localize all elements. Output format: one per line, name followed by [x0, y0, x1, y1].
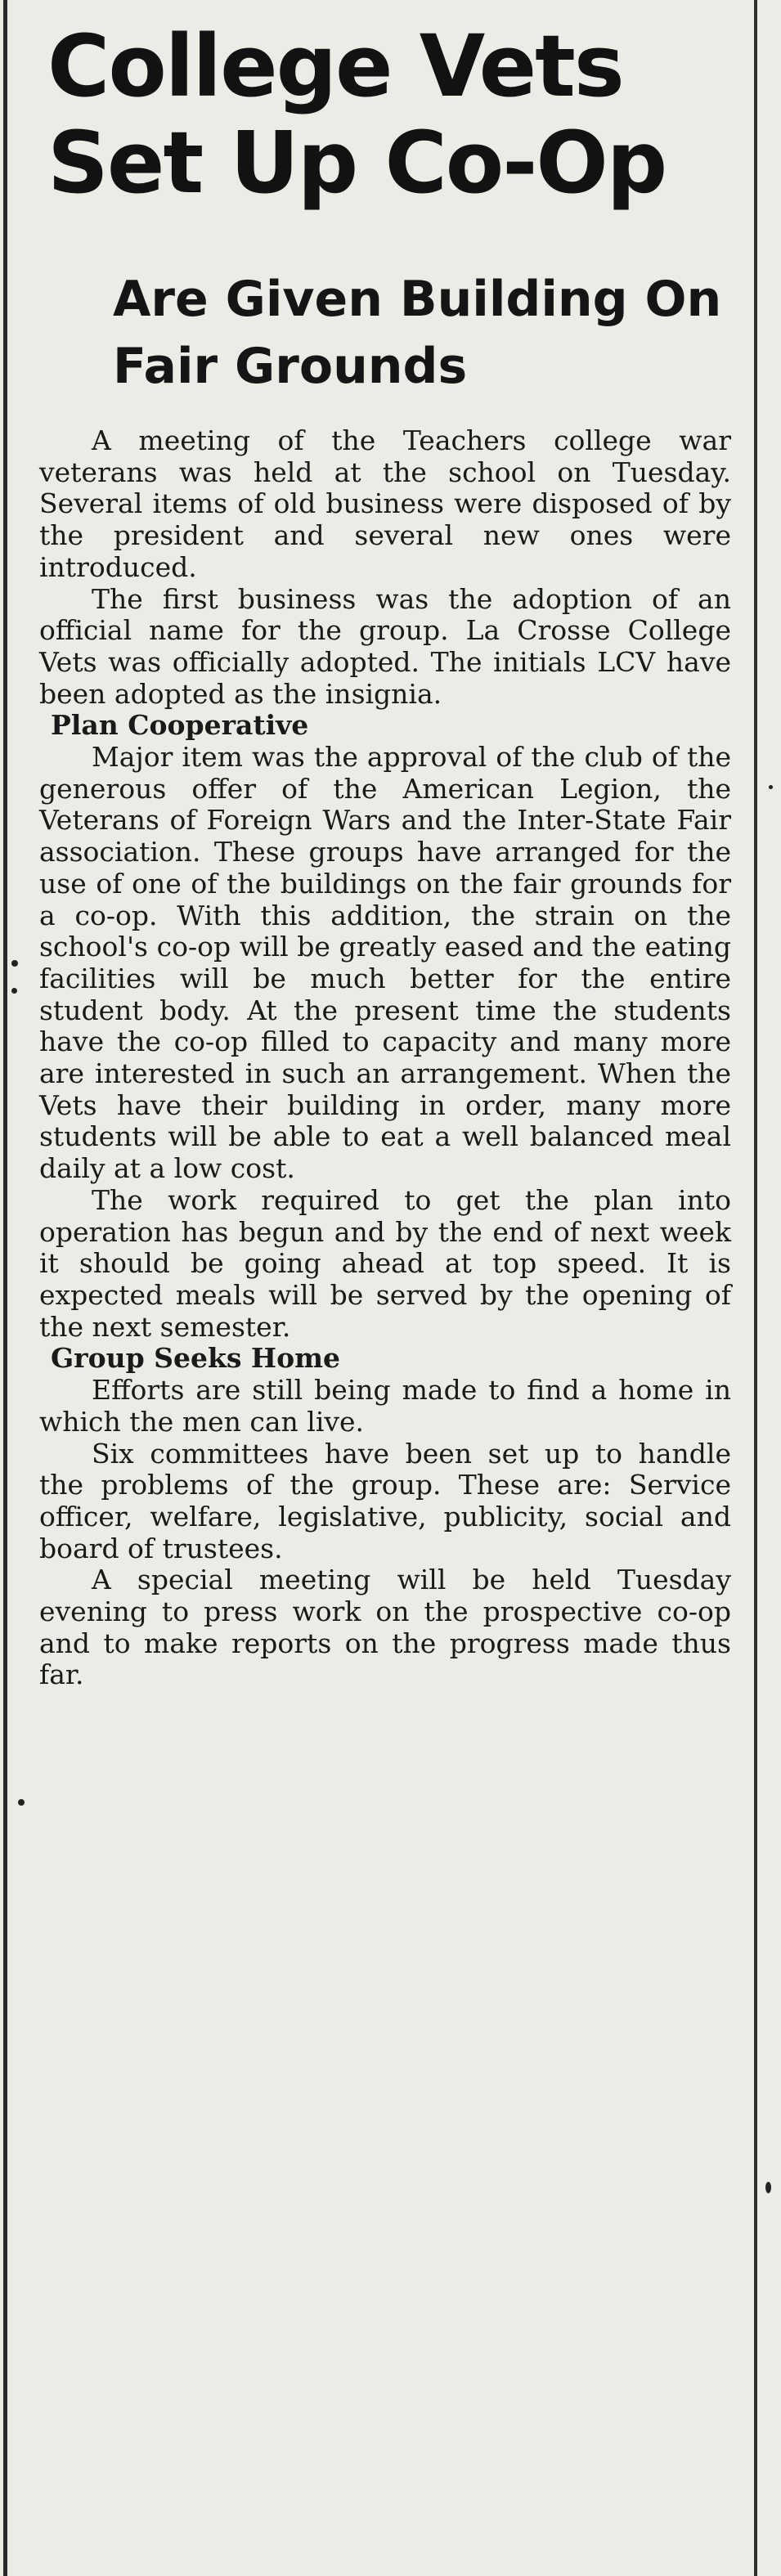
- print-speck: [769, 785, 773, 789]
- subheadline-deck: Are Given Building On Fair Grounds: [113, 271, 722, 395]
- print-speck: [11, 960, 18, 967]
- article-body: [39, 425, 731, 1691]
- paragraph: The first business was the adoption of an official name for the group. La Crosse College Vets was officially adopted. The initials LCV have been adopted as the insignia.: [39, 582, 731, 710]
- print-speck: [11, 988, 17, 994]
- section-subhead: Group Seeks Home: [51, 1342, 340, 1375]
- paragraph: Six committees have been set up to handle the problems of the group. These are: Service officer, welfare, legislative, publicity, social and board of trustees.: [39, 1437, 731, 1564]
- section-subhead: Plan Cooperative: [51, 709, 309, 742]
- print-speck: [18, 1799, 25, 1806]
- left-column-rule: [3, 0, 7, 2576]
- paragraph: Efforts are still being made to find a home in which the men can live.: [39, 1374, 731, 1438]
- paragraph: A special meeting will be held Tuesday evening to press work on the prospective co-op and to make reports on the progress made thus far.: [39, 1564, 731, 1691]
- print-speck: [765, 2182, 771, 2193]
- headline: College Vets Set Up Co-Op: [47, 16, 667, 213]
- right-column-rule: [754, 0, 757, 2576]
- paragraph: A meeting of the Teachers college war veterans was held at the school on Tuesday. Several items of old business were disposed of by the president and several new ones were introduced.: [39, 424, 731, 583]
- paragraph: The work required to get the plan into operation has begun and by the end of next week it should be going ahead at top speed. It is expected meals will be served by the opening of the next semester.: [39, 1183, 731, 1343]
- paragraph: Major item was the approval of the club of the generous offer of the American Legion, the Veterans of Foreign Wars and the Inter-State Fair association. These groups have arranged for the use of one of the buildings on the fair grounds for a co-op. With this addition, the strain on the school's co-op will be greatly eased and the eating facilities will be much better for the entire student body. At the present time the students have the co-op filled to capacity and many more are interested in such an arrangement. When the Vets have their building in order, many more students will be able to eat a well balanced meal daily at a low cost.: [39, 741, 731, 1185]
